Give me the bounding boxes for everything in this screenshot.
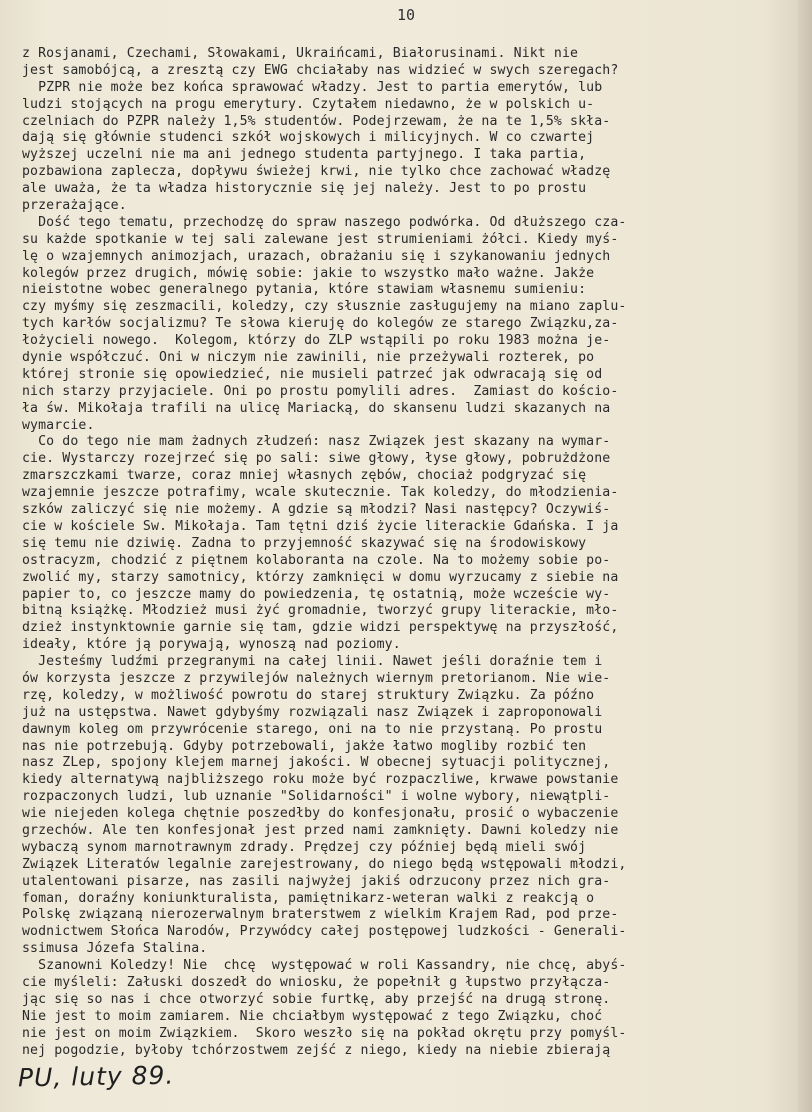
text-line: z Rosjanami, Czechami, Słowakami, Ukraińcami, Białorusinami. Nikt nie: [22, 46, 579, 61]
text-line: wie niejeden kolega chętnie poszedłby do konfesjonału, prosić o wybaczenie: [22, 806, 619, 822]
text-line: ludzi stojących na progu emerytury. Czytałem niedawno, że w polskich u-: [22, 96, 595, 112]
text-line: Co do tego nie mam żadnych złudzeń: nasz Związek jest skazany na wymar-: [22, 434, 611, 450]
text-line: Związek Literatów legalnie zarejestrowany, do niego będą wstępowali młodzi,: [22, 856, 627, 872]
text-line: nie jest on moim Związkiem. Skoro weszło się na pokład okrętu przy pomyśl-: [22, 1025, 627, 1041]
text-line: nasz ZLep, spojony klejem marnej jakości. W obecnej sytuacji politycznej,: [22, 755, 611, 771]
text-line: zmarszczkami twarze, coraz mniej własnych zębów, chociaż podgryzać się: [22, 468, 587, 484]
text-line: której stronie się opowiedzieć, nie musieli patrzeć jak odwracają się od: [22, 366, 603, 382]
text-line: pozbawiona zaplecza, dopływu świeżej krwi, nie tylko chce zachować władzę: [22, 164, 611, 180]
text-line: dają się głównie studenci szkół wojskowych i milicyjnych. W co czwartej: [22, 130, 595, 146]
text-line: su każde spotkanie w tej sali zalewane jest strumieniami żółci. Kiedy myś-: [22, 231, 619, 247]
text-line: ideały, które ją porywają, wynoszą nad poziomy.: [22, 637, 401, 653]
text-line: ła św. Mikołaja trafili na ulicę Mariacką, do skansenu ludzi skazanych na: [22, 400, 611, 416]
text-line: dzież instynktownie garnie się tam, gdzie widzi perspektywę na przyszłość,: [22, 620, 619, 636]
text-line: czy myśmy się zeszmacili, koledzy, czy słusznie zasługujemy na miano zaplu-: [22, 299, 627, 315]
text-line: papier to, co jeszcze mamy do powiedzenia, tę ostatnią, może wczeście wy-: [22, 586, 611, 602]
text-line: tych karłów socjalizmu? Te słowa kieruję do kolegów ze starego Związku,za-: [22, 316, 619, 332]
text-line: kolegów przez drugich, mówię sobie: jakie to wszystko mało ważne. Jakże: [22, 265, 595, 281]
text-line: nej pogodzie, byłoby tchórzostwem zejść z niego, kiedy na niebie zbierają: [22, 1042, 611, 1058]
text-line: wyższej uczelni nie ma ani jednego studenta partyjnego. I taka partia,: [22, 147, 587, 163]
page-number: 10: [396, 6, 416, 24]
text-line: przerażające.: [22, 198, 127, 214]
text-line: Szanowni Koledzy! Nie chcę występować w roli Kassandry, nie chcę, abyś-: [22, 958, 627, 974]
text-line: Jesteśmy ludźmi przegranymi na całej linii. Nawet jeśli doraźnie tem i: [22, 654, 603, 670]
page-edge: [798, 0, 812, 1112]
text-line: cie w kościele Św. Mikołaja. Tam tętni dziś życie literackie Gdańska. I ja: [22, 518, 619, 534]
text-line: jąc się so nas i chce otworzyć sobie furtkę, aby przejść na drugą stronę.: [22, 991, 611, 1007]
text-line: PZPR nie może bez końca sprawować władzy. Jest to partia emerytów, lub: [22, 79, 603, 95]
text-line: szków zaliczyć się nie możemy. A gdzie są młodzi? Nasi następcy? Oczywiś-: [22, 502, 611, 518]
text-line: wzajemnie jeszcze potrafimy, wcale skutecznie. Tak koledzy, do młodzienia-: [22, 485, 619, 501]
text-line: lę o wzajemnych animozjach, urazach, obrażaniu się i szykanowaniu jednych: [22, 248, 611, 264]
text-line: Polskę związaną nierozerwalnym braterstwem z wielkim Krajem Rad, pod prze-: [22, 907, 619, 923]
text-line: Nie jest to moim zamiarem. Nie chciałbym występować z tego Związku, choć: [22, 1008, 603, 1024]
text-line: dynie współczuć. Oni w niczym nie zawinili, nie przeżywali rozterek, po: [22, 350, 595, 366]
text-line: wybaczą synom marnotrawnym zdrady. Prędzej czy później będą mieli swój: [22, 839, 587, 855]
text-line: łożycieli nowego. Kolegom, którzy do ZLP wstąpili po roku 1983 można je-: [22, 333, 611, 349]
text-line: już na ustępstwa. Nawet gdybyśmy rozwiązali nasz Związek i zaproponowali: [22, 704, 603, 720]
text-line: cie. Wystarczy rozejrzeć się po sali: siwe głowy, łyse głowy, pobrużdżone: [22, 451, 611, 467]
text-line: nich starzy przyjaciele. Oni po prostu pomylili adres. Zamiast do kościo-: [22, 383, 619, 399]
text-line: wodnictwem Słońca Narodów, Przywódcy całej postępowej ludzkości - Generali-: [22, 924, 627, 940]
text-line: ssimusa Józefa Stalina.: [22, 941, 208, 957]
text-line: wymarcie.: [22, 417, 95, 433]
handwritten-note: PU, luty 89.: [17, 1060, 175, 1093]
text-line: nas nie potrzebują. Gdyby potrzebowali, jakże łatwo mogliby rozbić ten: [22, 738, 587, 754]
text-line: grzechów. Ale ten konfesjonał jest przed nami zamknięty. Dawni koledzy nie: [22, 822, 619, 838]
text-line: rzę, koledzy, w możliwość powrotu do starej struktury Związku. Za późno: [22, 687, 595, 703]
text-line: rozpaczonych ludzi, lub uznanie "Solidarności" i wolne wybory, niewątpli-: [22, 789, 611, 805]
text-line: kiedy alternatywą najbliższego roku może być rozpaczliwe, krwawe powstanie: [22, 772, 619, 788]
text-line: ostracyzm, chodzić z piętnem kolaboranta na czole. Na to możemy sobie po-: [22, 552, 611, 568]
text-line: nieistotne wobec generalnego pytania, które stawiam własnemu sumieniu:: [22, 282, 587, 298]
text-line: zwolić my, starzy samotnicy, którzy zamknięci w domu wyrzucamy z siebie na: [22, 569, 619, 585]
text-line: się temu nie dziwię. Żadna to przyjemność skazywać się na środowiskowy: [22, 535, 587, 551]
text-line: cie myśleli: Załuski doszedł do wniosku, że popełnił g łupstwo przyłącza-: [22, 974, 611, 990]
text-line: foman, doraźny koniunkturalista, pamiętnikarz-weteran walki z reakcją o: [22, 890, 595, 906]
text-line: ale uważa, że ta władza historycznie się jej należy. Jest to po prostu: [22, 181, 587, 197]
text-line: ów korzysta jeszcze z przywilejów należnych wiernym pretorianom. Nie wie-: [22, 670, 611, 686]
body-text: [22, 46, 782, 1059]
text-line: czelniach do PZPR należy 1,5% studentów. Podejrzewam, że na te 1,5% skła-: [22, 113, 611, 129]
text-line: Dość tego tematu, przechodzę do spraw naszego podwórka. Od dłuższego cza-: [22, 214, 627, 230]
text-line: dawnym koleg om przywrócenie starego, oni na to nie przystaną. Po prostu: [22, 721, 603, 737]
text-line: jest samobójcą, a zresztą czy EWG chciałaby nas widzieć w swych szeregach?: [22, 62, 619, 78]
text-line: utalentowani pisarze, nas zasili najwyżej jakiś odrzucony przez nich gra-: [22, 873, 611, 889]
text-line: bitną książkę. Młodzież musi żyć gromadnie, tworzyć grupy literackie, mło-: [22, 603, 619, 619]
